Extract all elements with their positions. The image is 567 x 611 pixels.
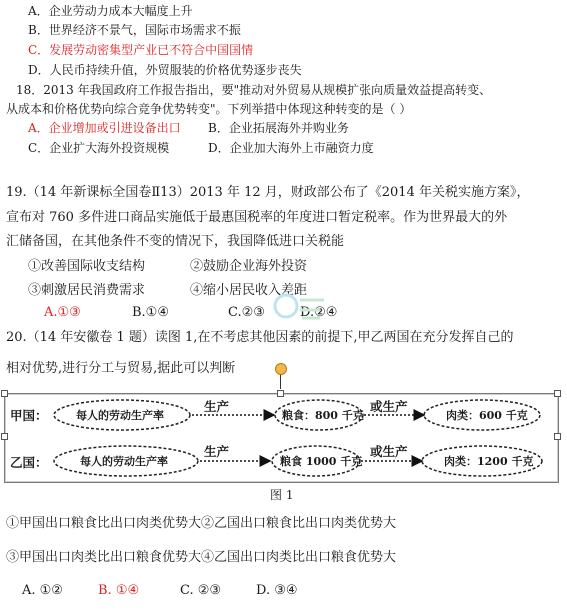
figure-productivity-b: 每人的劳动生产率 — [80, 455, 168, 468]
q17-option-c: C．发展劳动密集型产业已不符合中国国情 — [28, 43, 254, 57]
figure-or-produce-a: 或生产 — [370, 399, 408, 414]
q20-answer-c: C. ②③ — [180, 583, 222, 598]
q20-answer-b: B. ①④ — [98, 583, 140, 598]
q19-answer-c: C.②③ — [228, 305, 265, 320]
q18-stem-line2: 从成本和价格优势向综合竞争优势转变"。下列举措中体现这种转变的是（ ） — [6, 102, 412, 116]
figure-grain-b: 粮食 1000 千克 — [280, 455, 363, 468]
figure-meat-b: 肉类：1200 千克 — [444, 455, 534, 468]
q19-stem-line3: 汇储备国，在其他条件不变的情况下，我国降低进口关税能 — [6, 234, 345, 249]
q20-statement-line1: ①甲国出口粮食比出口肉类优势大②乙国出口粮食比出口肉类优势大 — [6, 516, 397, 531]
figure-meat-a: 肉类：600 千克 — [446, 409, 528, 422]
q20-answer-d: D. ③④ — [256, 583, 298, 598]
q18-stem-line1: 18．2013 年我国政府工作报告指出，要"推动对外贸易从规模扩张向质量效益提高转变、 — [16, 83, 492, 97]
q19-answer-b: B.①④ — [132, 305, 169, 320]
q19-stem-line1: 19.（14 年新课标全国卷Ⅱ13）2013 年 12 月，财政部公布了《2014 年关税实施方案》， — [6, 185, 530, 200]
figure-produce-a: 生产 — [204, 399, 230, 414]
figure-caption: 图 1 — [270, 488, 294, 502]
q17-option-b: B．世界经济不景气，国际市场需求不振 — [28, 23, 241, 37]
q18-option-d: D．企业加大海外上市融资力度 — [208, 141, 374, 155]
q20-stem-line1: 20.（14 年安徽卷 1 题）读图 1,在不考虑其他因素的前提下,甲乙两国在充分发挥自己的 — [6, 330, 514, 345]
figure-1[interactable] — [4, 385, 557, 485]
q20-answer-a: A. ①② — [22, 583, 63, 598]
q19-item-3: ③刺激居民消费需求 — [28, 283, 146, 298]
q19-item-2: ②鼓励企业海外投资 — [190, 259, 308, 274]
figure-productivity-a: 每人的劳动生产率 — [76, 409, 164, 422]
q18-option-a: A．企业增加或引进设备出口 — [28, 121, 181, 135]
q20-stem-line2: 相对优势,进行分工与贸易,据此可以判断 — [6, 361, 236, 376]
figure-or-produce-b: 或生产 — [370, 444, 408, 459]
q19-answer-d: D.②④ — [300, 305, 338, 320]
q17-option-d: D．人民币持续升值，外贸服装的价格优势逐步丧失 — [28, 63, 302, 77]
q18-option-b: B．企业拓展海外并购业务 — [208, 121, 349, 135]
q17-option-a: A．企业劳动力成本大幅度上升 — [28, 4, 193, 18]
figure-country-a: 甲国： — [10, 408, 48, 423]
q19-item-4: ④缩小居民收入差距 — [190, 283, 308, 298]
figure-grain-a: 粮食：800 千克 — [282, 409, 364, 422]
q19-answer-a: A.①③ — [44, 305, 81, 320]
figure-country-b: 乙国： — [10, 455, 48, 470]
q19-item-1: ①改善国际收支结构 — [28, 259, 146, 274]
rotate-handle[interactable] — [275, 363, 287, 375]
q18-option-c: C．企业扩大海外投资规模 — [28, 141, 170, 155]
q19-stem-line2: 宣布对 760 多件进口商品实施低于最惠国税率的年度进口暂定税率。作为世界最大的外 — [6, 210, 508, 225]
figure-produce-b: 生产 — [204, 444, 230, 459]
watermark-logo — [272, 288, 332, 328]
q20-statement-line2: ③甲国出口肉类比出口粮食优势大④乙国出口肉类比出口粮食优势大 — [6, 550, 397, 565]
